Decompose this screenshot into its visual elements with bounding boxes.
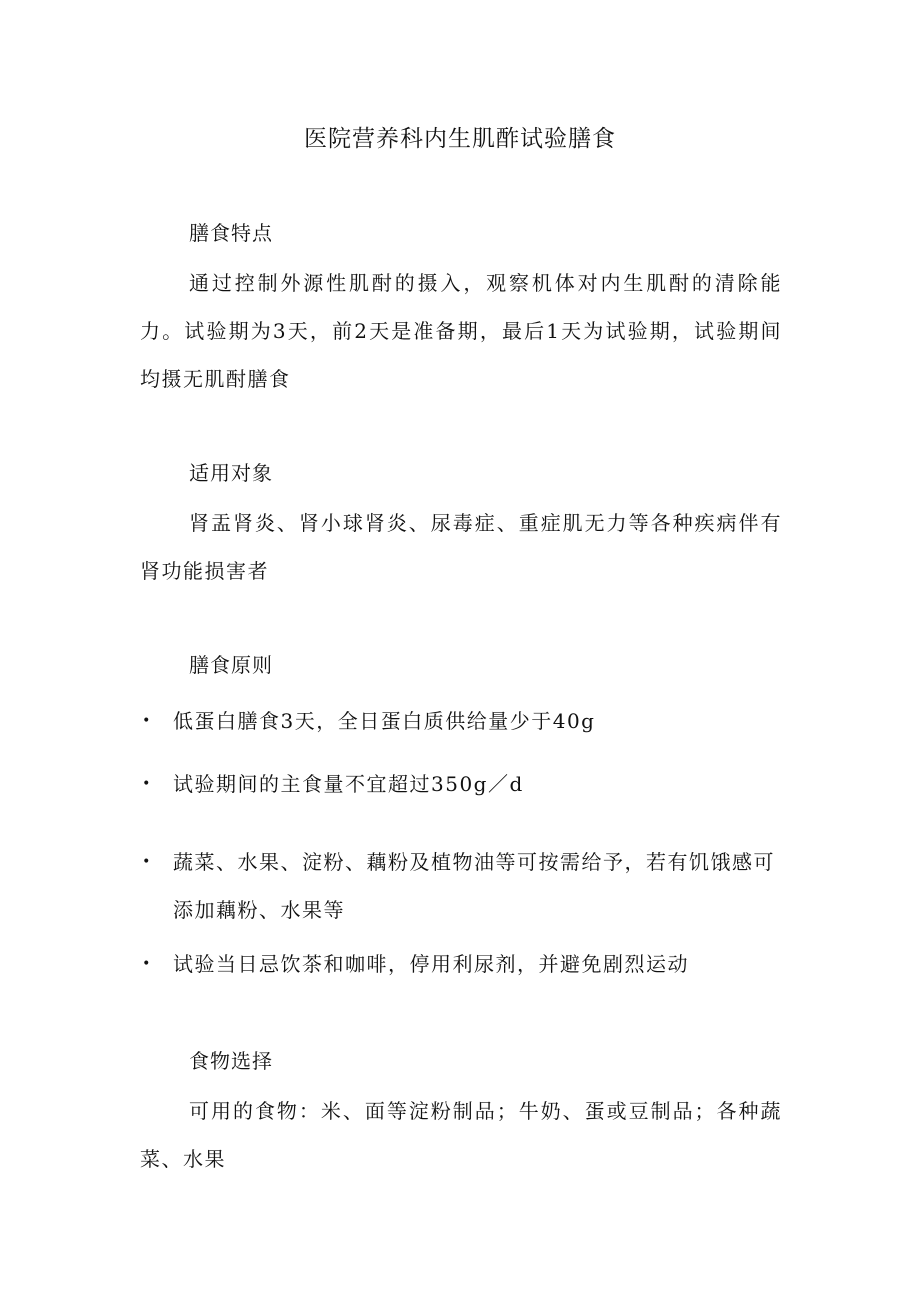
section-heading-food: 食物选择 xyxy=(189,1049,273,1073)
section-body-target: 肾盂肾炎、肾小球肾炎、尿毒症、重症肌无力等各种疾病伴有肾功能损害者 xyxy=(140,511,782,583)
section-heading-features: 膳食特点 xyxy=(189,221,273,245)
principle-text: 试验当日忌饮茶和咖啡，停用利尿剂，并避免剧烈运动 xyxy=(173,952,689,976)
section-heading-target: 适用对象 xyxy=(189,461,273,485)
bullet-icon: • xyxy=(142,956,152,972)
principle-text: 低蛋白膳食3天，全日蛋白质供给量少于40g xyxy=(173,709,596,733)
bullet-icon: • xyxy=(142,854,152,870)
document-title: 医院营养科内生肌酢试验膳食 xyxy=(304,126,616,152)
section-body-features: 通过控制外源性肌酎的摄入，观察机体对内生肌酎的清除能力。试验期为3天，前2天是准备期，最后1天为试验期，试验期间均摄无肌酎膳食 xyxy=(140,271,782,391)
section-body-food: 可用的食物：米、面等淀粉制品；牛奶、蛋或豆制品；各种蔬菜、水果 xyxy=(140,1099,782,1171)
bullet-icon: • xyxy=(142,776,152,792)
bullet-icon: • xyxy=(142,713,152,729)
principle-text: 蔬菜、水果、淀粉、藕粉及植物油等可按需给予，若有饥饿感可添加藕粉、水果等 xyxy=(173,850,775,922)
principle-text: 试验期间的主食量不宜超过350g／d xyxy=(173,772,524,796)
section-heading-principles: 膳食原则 xyxy=(189,653,273,677)
